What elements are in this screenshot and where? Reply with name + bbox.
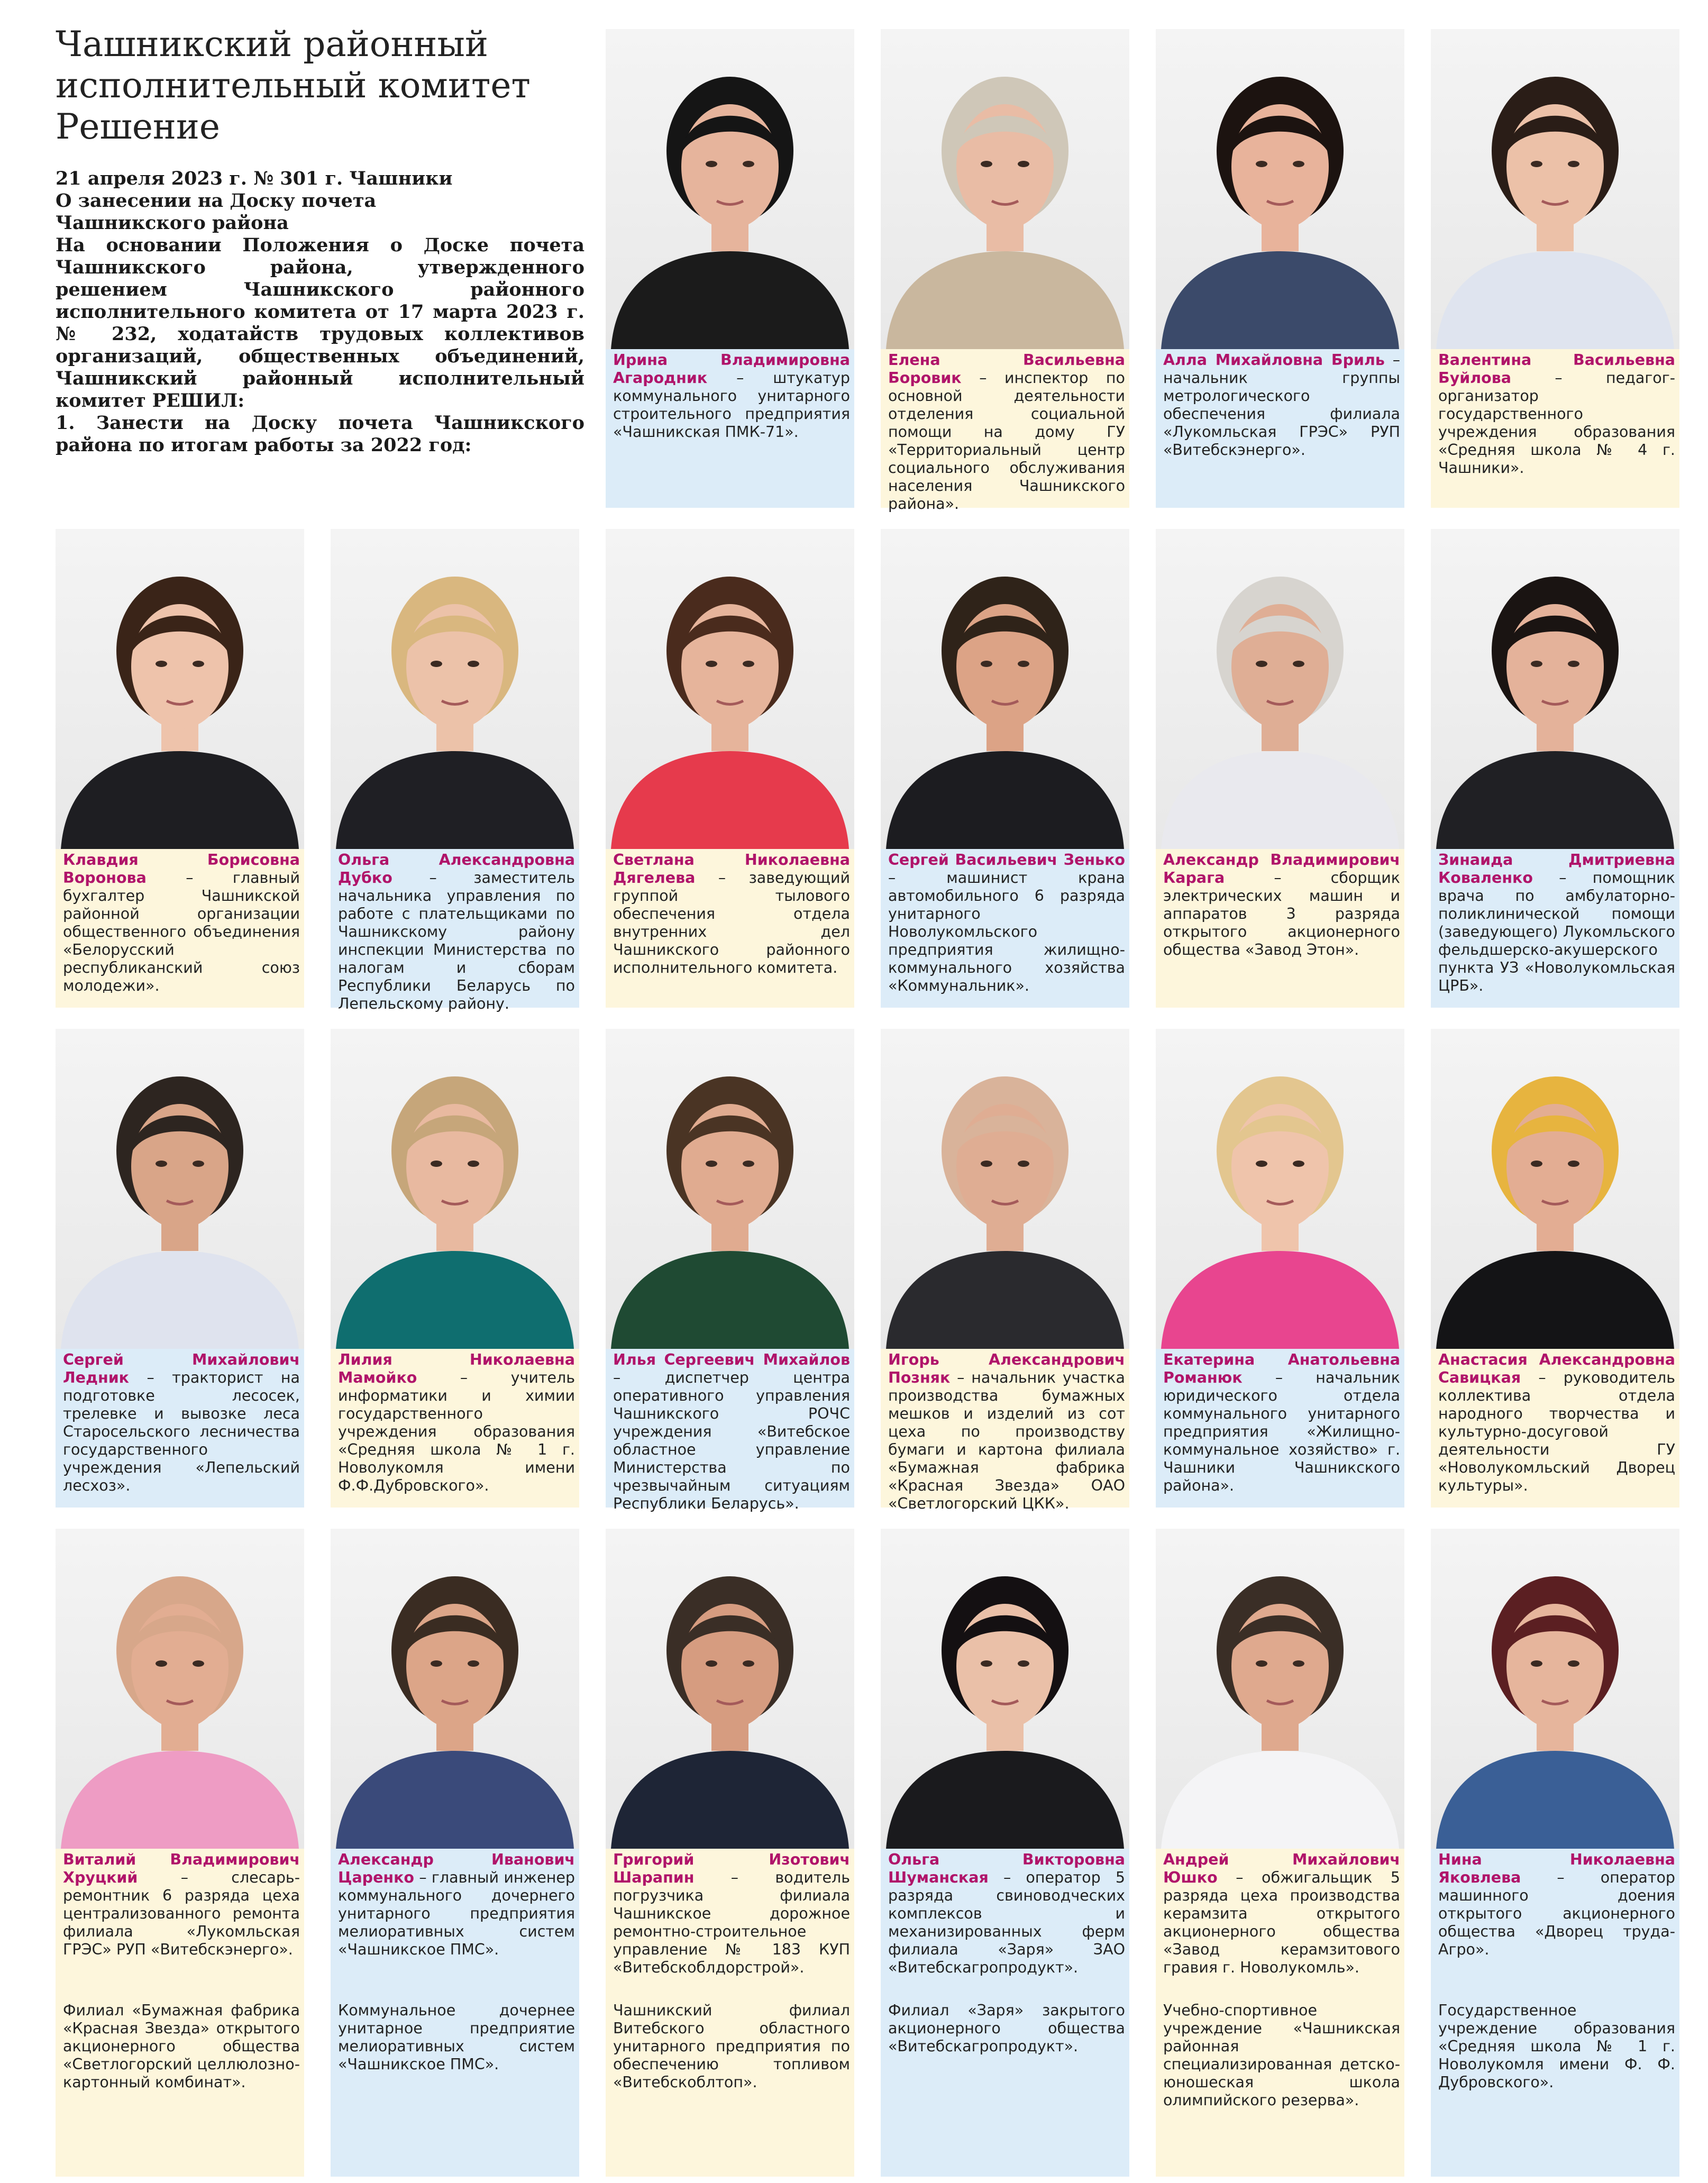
person-name: Илья Сергеевич Михайлов <box>613 1351 850 1368</box>
honor-card <box>606 1029 854 1512</box>
person-description: – диспетчер центра оперативного управления Чашникского РОЧС учреждения «Витебское областное управление Министерства по чрезвычайным ситуациям Республики Беларусь». <box>613 1369 850 1512</box>
portrait-photo <box>331 1529 579 1849</box>
person-name: Сергей Васильевич Зенько <box>888 851 1125 869</box>
portrait-image <box>1431 1029 1679 1349</box>
person-caption <box>881 349 1129 513</box>
honor-card <box>1156 529 1404 958</box>
portrait-image <box>56 529 304 849</box>
person-caption <box>881 849 1129 1008</box>
person-description: – обжигальщик 5 разряда цеха производства керамзита открытого акционерного общества «Завод керамзитового гравия г. Новолукомль». <box>1163 1869 1400 1976</box>
person-description: – оператор 5 разряда свиноводческих комплексов и механизированных ферм филиала «Заря» ЗАО «Витебскагропродукт». <box>888 1869 1125 1976</box>
portrait-photo <box>56 1529 304 1849</box>
person-name: Анастасия Александровна Савицкая <box>1438 1351 1675 1386</box>
person-caption <box>1431 849 1679 1008</box>
portrait-photo <box>606 529 854 849</box>
portrait-image <box>881 29 1129 349</box>
person-caption <box>56 1849 304 2007</box>
portrait-image <box>1431 1529 1679 1849</box>
portrait-image <box>56 1029 304 1349</box>
organization-note: Учебно-спортивное учреждение «Чашникская районная специализированная детско-юношеская школа олимпийского резерва». <box>1156 1994 1404 2177</box>
person-description: – учитель информатики и химии государственного учреждения образования «Средняя школа № 1 г. Новолукомля имени Ф.Ф.Дубровского». <box>338 1369 575 1494</box>
honor-card <box>1156 1029 1404 1494</box>
decree-header <box>56 24 584 456</box>
person-name: Виталий Владимирович Хруцкий <box>63 1851 300 1886</box>
person-description: – главный инженер коммунального дочернего унитарного предприятия мелиоративных систем «Чашникское ПМС». <box>338 1869 575 1958</box>
portrait-photo <box>881 29 1129 349</box>
portrait-image <box>881 1529 1129 1849</box>
person-caption <box>1156 349 1404 508</box>
portrait-image <box>1156 1029 1404 1349</box>
organization-note: Филиал «Бумажная фабрика «Красная Звезда» открытого акционерного общества «Светлогорский целлюлозно-картонный комбинат». <box>56 1994 304 2177</box>
portrait-photo <box>1156 29 1404 349</box>
portrait-image <box>881 529 1129 849</box>
person-description: – тракторист на подготовке лесосек, трелевке и вывозке леса Старосельского лесничества государственного учреждения «Лепельский лесхоз». <box>63 1369 300 1494</box>
person-caption <box>1431 1849 1679 2007</box>
portrait-image <box>1431 529 1679 849</box>
honor-card <box>56 529 304 994</box>
title-line: Решение <box>56 106 220 147</box>
honor-card <box>606 529 854 976</box>
person-description: – начальник группы метрологического обеспечения филиала «Лукомльская ГРЭС» РУП «Витебскэнерго». <box>1163 351 1400 459</box>
portrait-image <box>881 1029 1129 1349</box>
portrait-image <box>331 1029 579 1349</box>
portrait-image <box>1431 29 1679 349</box>
portrait-photo <box>606 1029 854 1349</box>
portrait-photo <box>1431 29 1679 349</box>
person-name: Игорь Александрович Позняк <box>888 1351 1125 1386</box>
portrait-image <box>606 529 854 849</box>
person-description: – машинист крана автомобильного 6 разряда унитарного Новолукомльского предприятия жилищно-коммунального хозяйства «Коммунальник». <box>888 869 1125 994</box>
person-caption <box>606 1349 854 1512</box>
portrait-image <box>606 1529 854 1849</box>
person-caption <box>606 849 854 1008</box>
person-caption <box>56 849 304 1008</box>
portrait-photo <box>606 29 854 349</box>
person-caption <box>881 1849 1129 2007</box>
honor-card <box>56 1029 304 1494</box>
portrait-photo <box>606 1529 854 1849</box>
person-name: Григорий Изотович Шарапин <box>613 1851 850 1886</box>
person-description: – водитель погрузчика филиала Чашникское дорожное ремонтно-строительное управление № 183 КУП «Витебскоблдорстрой». <box>613 1869 850 1976</box>
person-name: Нина Николаевна Яковлева <box>1438 1851 1675 1886</box>
honor-card <box>1431 529 1679 994</box>
person-description: – начальник участка производства бумажных мешков и изделий из сот цеха по производству бумаги и картона филиала «Бумажная фабрика «Красная Звезда» ОАО «Светлогорский ЦКК». <box>888 1369 1125 1512</box>
portrait-image <box>1156 529 1404 849</box>
person-name: Ольга Александровна Дубко <box>338 851 575 887</box>
honor-card <box>881 1529 1129 1976</box>
person-caption <box>1156 1349 1404 1508</box>
portrait-image <box>606 29 854 349</box>
decree-subject: О занесении на Доску почета <box>56 190 377 212</box>
person-name: Елена Васильевна Боровик <box>888 351 1125 387</box>
person-description: – педагог-организатор государственного учреждения образования «Средняя школа № 4 г. Чашники». <box>1438 369 1675 477</box>
honor-card <box>881 1029 1129 1512</box>
honor-card <box>606 1529 854 1976</box>
person-name: Светлана Николаевна Дягелева <box>613 851 850 887</box>
portrait-photo <box>1156 529 1404 849</box>
page-title <box>56 24 584 148</box>
person-description: – инспектор по основной деятельности отделения социальной помощи на дому ГУ «Территориальный центр социального обслуживания населения Чашникского района». <box>888 369 1125 513</box>
person-name: Александр Иванович Царенко <box>338 1851 575 1886</box>
person-name: Лилия Николаевна Мамойко <box>338 1351 575 1386</box>
portrait-photo <box>881 1029 1129 1349</box>
portrait-photo <box>1156 1529 1404 1849</box>
person-caption <box>881 1349 1129 1512</box>
portrait-image <box>331 529 579 849</box>
portrait-photo <box>331 529 579 849</box>
portrait-image <box>606 1029 854 1349</box>
person-description: – заведующий группой тылового обеспечения отдела внутренних дел Чашникского районного исполнительного комитета. <box>613 869 850 976</box>
portrait-photo <box>56 529 304 849</box>
portrait-image <box>1156 29 1404 349</box>
honor-card <box>56 1529 304 1958</box>
person-caption <box>331 1349 579 1508</box>
portrait-photo <box>331 1029 579 1349</box>
person-description: – сборщик электрических машин и аппаратов 3 разряда открытого акционерного общества «Завод Этон». <box>1163 869 1400 958</box>
honor-card <box>331 529 579 1012</box>
person-description: – помощник врача по амбулаторно-поликлинической помощи (заведующего) Лукомльского фельдшерско-акушерского пункта УЗ «Новолукомльская ЦРБ». <box>1438 869 1675 994</box>
person-name: Клавдия Борисовна Воронова <box>63 851 300 887</box>
portrait-photo <box>1431 1029 1679 1349</box>
honor-card <box>1431 1529 1679 1958</box>
person-caption <box>1156 1849 1404 2007</box>
decree-date: 21 апреля 2023 г. № 301 г. Чашники <box>56 168 453 189</box>
person-description: – заместитель начальника управления по работе с плательщиками по Чашникскому району инспекции Министерства по налогам и сборам Республики Беларусь по Лепельскому району. <box>338 869 575 1012</box>
honor-card <box>881 29 1129 513</box>
portrait-photo <box>881 529 1129 849</box>
person-description: – оператор машинного доения открытого акционерного общества «Дворец труда-Агро». <box>1438 1869 1675 1958</box>
organization-note: Чашникский филиал Витебского областного унитарного предприятия по обеспечению топливом «Витебскоблтоп». <box>606 1994 854 2177</box>
organization-note: Государственное учреждение образования «Средняя школа № 1 г. Новолукомля имени Ф. Ф. Дубровского». <box>1431 1994 1679 2177</box>
decree-basis: На основании Положения о Доске почета Чашникского района, утвержденного решением Чашникского районного исполнительного комитета от 17 марта 2023 г. № 232, ходатайств трудовых коллективов организаций, общественных объединений, Чашникский районный исполнительный комитет РЕШИЛ: <box>56 234 584 412</box>
person-description: – штукатур коммунального унитарного строительного предприятия «Чашникская ПМК-71». <box>613 369 850 441</box>
person-caption <box>56 1349 304 1508</box>
person-caption <box>606 1849 854 2007</box>
decree-text <box>56 168 584 456</box>
person-name: Валентина Васильевна Буйлова <box>1438 351 1675 387</box>
portrait-image <box>56 1529 304 1849</box>
honor-card <box>1431 29 1679 477</box>
person-caption <box>1156 849 1404 1008</box>
person-description: – начальник юридического отдела коммунального унитарного предприятия «Жилищно-коммунальное хозяйство» г. Чашники Чашникского района». <box>1163 1369 1400 1494</box>
person-caption <box>606 349 854 508</box>
decree-subject: Чашникского района <box>56 212 289 234</box>
person-description: – слесарь-ремонтник 6 разряда цеха централизованного ремонта филиала «Лукомльская ГРЭС» РУП «Витебскэнерго». <box>63 1869 300 1958</box>
title-line: исполнительный комитет <box>56 65 531 106</box>
portrait-image <box>331 1529 579 1849</box>
title-line: Чашникский районный <box>56 24 488 65</box>
portrait-photo <box>1431 529 1679 849</box>
person-name: Ольга Викторовна Шуманская <box>888 1851 1125 1886</box>
person-name: Алла Михайловна Бриль <box>1163 351 1385 369</box>
honor-card <box>1431 1029 1679 1494</box>
honor-card <box>1156 1529 1404 1976</box>
honor-card <box>606 29 854 441</box>
honor-card <box>881 529 1129 994</box>
person-caption <box>331 849 579 1012</box>
person-name: Сергей Михайлович Ледник <box>63 1351 300 1386</box>
portrait-photo <box>1156 1029 1404 1349</box>
decree-resolution: 1. Занести на Доску почета Чашникского района по итогам работы за 2022 год: <box>56 412 584 456</box>
honor-card <box>1156 29 1404 459</box>
portrait-photo <box>881 1529 1129 1849</box>
person-name: Екатерина Анатольевна Романюк <box>1163 1351 1400 1386</box>
portrait-photo <box>56 1029 304 1349</box>
person-name: Андрей Михайлович Юшко <box>1163 1851 1400 1886</box>
person-description: – руководитель коллектива отдела народного творчества и культурно-досуговой деятельности ГУ «Новолукомльский Дворец культуры». <box>1438 1369 1675 1494</box>
honor-card <box>331 1529 579 1958</box>
organization-note: Коммунальное дочернее унитарное предприятие мелиоративных систем «Чашникское ПМС». <box>331 1994 579 2177</box>
person-caption <box>331 1849 579 2007</box>
honor-card <box>331 1029 579 1494</box>
person-description: – главный бухгалтер Чашникской районной организации общественного объединения «Белорусский республиканский союз молодежи». <box>63 869 300 994</box>
portrait-image <box>1156 1529 1404 1849</box>
person-caption <box>1431 349 1679 508</box>
person-name: Зинаида Дмитриевна Коваленко <box>1438 851 1675 887</box>
portrait-photo <box>1431 1529 1679 1849</box>
organization-note: Филиал «Заря» закрытого акционерного общества «Витебскагропродукт». <box>881 1994 1129 2177</box>
person-caption <box>1431 1349 1679 1508</box>
person-name: Александр Владимирович Карага <box>1163 851 1400 887</box>
person-name: Ирина Владимировна Агародник <box>613 351 850 387</box>
